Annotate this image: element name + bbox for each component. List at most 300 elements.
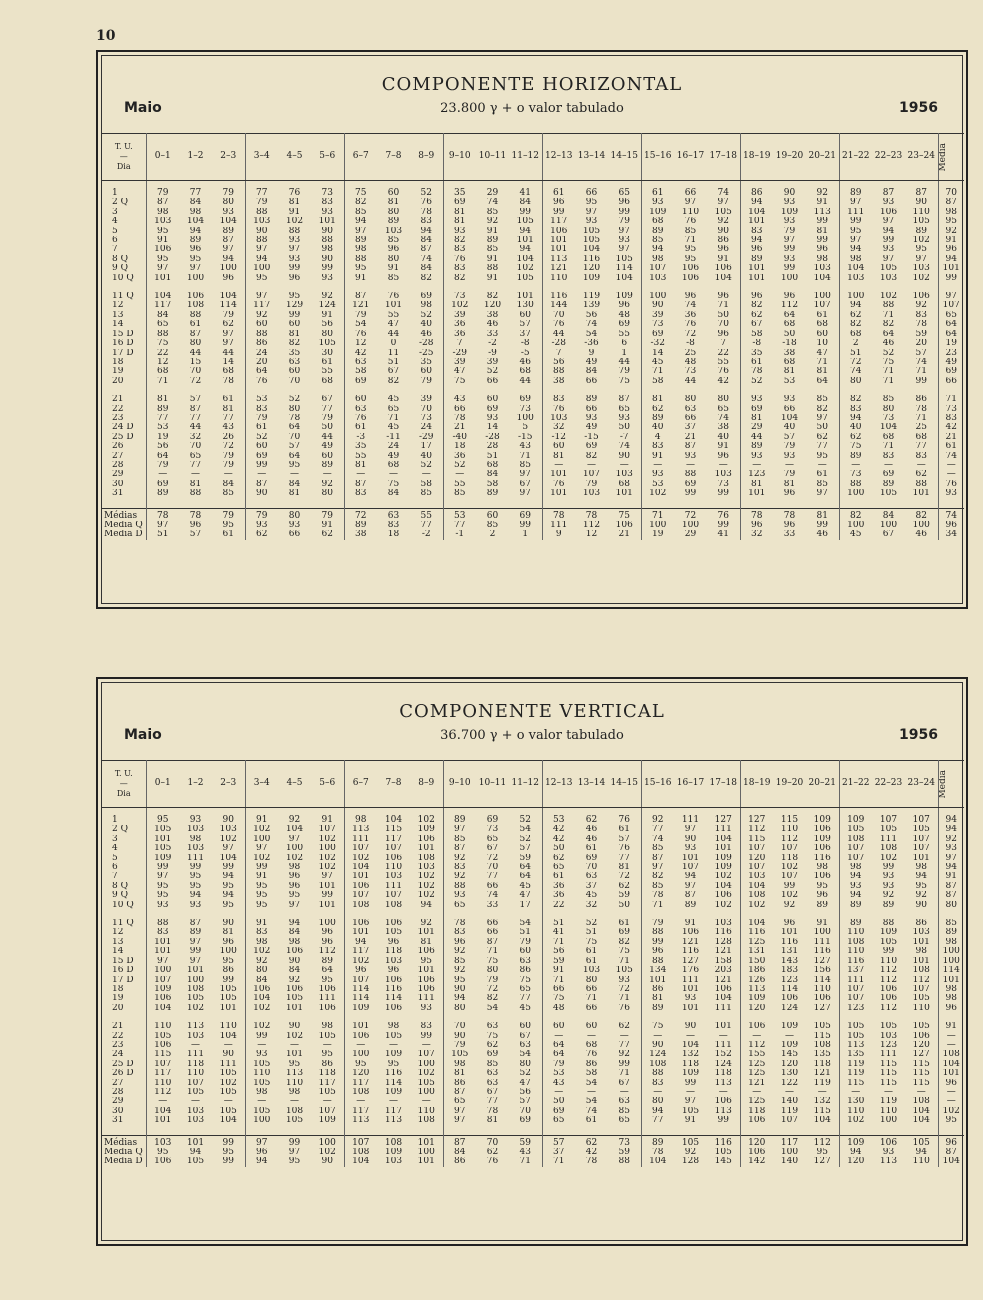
value-cell: 116 xyxy=(550,292,568,302)
summary-value-cell: 92 xyxy=(684,1148,697,1157)
value-cell: 26 xyxy=(212,433,245,442)
value-cell: 93 xyxy=(751,395,763,405)
table-row xyxy=(102,236,964,245)
hour-column-header: 21–22 xyxy=(839,761,872,808)
summary-value-cell: 62 xyxy=(486,1148,499,1157)
summary-value-cell: 81 xyxy=(806,508,839,521)
value-cell: 101 xyxy=(550,489,568,499)
value-cell: 118 xyxy=(384,947,403,957)
value-cell: 111 xyxy=(212,1060,245,1069)
summary-value-cell: 106 xyxy=(154,1157,172,1167)
mean-cell: 49 xyxy=(945,357,957,367)
value-cell: 91 xyxy=(288,207,301,217)
value-cell: 91 xyxy=(256,815,268,825)
value-cell: 124 xyxy=(649,1050,667,1060)
spacer-cell xyxy=(476,283,509,292)
value-cell: 120 xyxy=(748,1003,766,1013)
value-cell: 105 xyxy=(285,994,304,1004)
value-cell: 134 xyxy=(649,966,667,976)
value-cell: 72 xyxy=(608,872,641,881)
value-cell: 106 xyxy=(780,994,799,1004)
spacer-cell xyxy=(641,499,674,509)
day-cell: 12 xyxy=(102,301,146,310)
value-cell: 44 xyxy=(553,329,565,339)
table-subtitle: 23.800 γ + o valor tabulado xyxy=(440,101,624,116)
value-cell: 118 xyxy=(311,1069,344,1078)
value-cell: 82 xyxy=(585,451,598,461)
value-cell: 102 xyxy=(410,808,443,826)
value-cell: 71 xyxy=(882,310,895,320)
value-cell: 104 xyxy=(905,1107,938,1116)
day-cell: 1 xyxy=(102,808,146,826)
value-cell: 101 xyxy=(410,844,443,853)
table-row xyxy=(102,311,964,320)
value-cell: 62 xyxy=(806,433,839,442)
value-cell: 113 xyxy=(748,984,766,994)
value-cell: 82 xyxy=(486,292,499,302)
value-cell: 44 xyxy=(212,349,245,358)
value-cell: 59 xyxy=(608,891,641,900)
value-cell: 61 xyxy=(751,357,763,367)
value-cell: 95 xyxy=(355,264,367,274)
spacer-cell xyxy=(212,1126,245,1136)
value-cell: 82 xyxy=(806,405,839,414)
spacer-cell xyxy=(641,386,674,395)
value-cell: 99 xyxy=(783,264,796,274)
value-cell: 92 xyxy=(454,947,466,957)
spacer-cell xyxy=(311,1126,344,1136)
value-cell: 119 xyxy=(847,1059,865,1069)
value-cell: 96 xyxy=(355,966,367,976)
value-cell: 110 xyxy=(879,1106,898,1116)
value-cell: 63 xyxy=(608,1097,641,1106)
summary-value-cell: 97 xyxy=(245,1135,278,1148)
value-cell: — xyxy=(884,1087,893,1097)
spacer-cell xyxy=(575,283,608,292)
summary-value-cell: 110 xyxy=(905,1157,938,1166)
dia-label: Dia xyxy=(116,789,131,798)
value-cell: 86 xyxy=(751,188,763,198)
value-cell: 90 xyxy=(684,1022,697,1032)
value-cell: 96 xyxy=(751,245,763,255)
mean-cell: 91 xyxy=(945,1022,957,1032)
value-cell: 75 xyxy=(585,937,598,947)
value-cell: 115 xyxy=(879,1059,898,1069)
value-cell: 45 xyxy=(585,891,598,901)
value-cell: 47 xyxy=(806,349,839,358)
value-cell: 92 xyxy=(454,872,466,882)
day-cell: 27 xyxy=(102,452,146,461)
value-cell: 83 xyxy=(454,863,466,873)
value-cell: 97 xyxy=(882,254,895,264)
value-cell: 74 xyxy=(585,1106,598,1116)
value-cell: 71 xyxy=(608,994,641,1003)
value-cell: 89 xyxy=(652,226,664,236)
spacer-cell xyxy=(641,1126,674,1136)
value-cell: 109 xyxy=(780,1022,799,1032)
spacer-cell xyxy=(344,1013,377,1022)
spacer-cell xyxy=(905,283,938,292)
value-cell: 106 xyxy=(384,1003,403,1013)
value-cell: 109 xyxy=(311,1116,344,1125)
value-cell: 81 xyxy=(288,489,301,499)
value-cell: — xyxy=(356,1040,366,1050)
value-cell: 22 xyxy=(553,900,565,910)
value-cell: 53 xyxy=(553,815,565,825)
value-cell: 121 xyxy=(352,301,370,311)
value-cell: 105 xyxy=(311,1032,344,1041)
value-cell: 117 xyxy=(352,1078,370,1088)
table-row xyxy=(102,461,964,470)
value-cell: 71 xyxy=(882,376,895,386)
value-cell: 115 xyxy=(748,834,766,844)
value-cell: 29 xyxy=(751,423,763,433)
value-cell: 120 xyxy=(905,1041,938,1050)
value-cell: 65 xyxy=(189,451,202,461)
value-cell: 54 xyxy=(509,1050,542,1059)
value-cell: 68 xyxy=(905,433,938,442)
value-cell: 60 xyxy=(311,452,344,461)
value-cell: 71 xyxy=(608,957,641,966)
summary-value-cell: 21 xyxy=(608,530,641,539)
value-cell: 76 xyxy=(256,376,268,386)
value-cell: 108 xyxy=(352,1087,370,1097)
value-cell: 119 xyxy=(582,292,601,302)
value-cell: 63 xyxy=(355,357,367,367)
value-cell: 81 xyxy=(553,451,565,461)
value-cell: 84 xyxy=(288,928,301,938)
value-cell: 92 xyxy=(311,292,344,301)
value-cell: 106 xyxy=(879,207,898,217)
value-cell: 71 xyxy=(652,367,664,377)
value-cell: 96 xyxy=(288,881,301,891)
day-cell: 25 D xyxy=(102,1060,146,1069)
value-cell: 82 xyxy=(608,938,641,947)
value-cell: 81 xyxy=(486,1116,499,1126)
value-cell: -11 xyxy=(386,432,401,442)
value-cell: -8 xyxy=(686,339,695,349)
value-cell: 101 xyxy=(311,901,344,910)
value-cell: 84 xyxy=(410,264,443,273)
value-cell: 98 xyxy=(652,254,664,264)
value-cell: 74 xyxy=(850,367,862,377)
value-cell: 101 xyxy=(285,1003,304,1013)
summary-value-cell: 57 xyxy=(542,1135,575,1148)
value-cell: 95 xyxy=(311,976,344,985)
spacer-cell xyxy=(509,910,542,919)
value-cell: 68 xyxy=(585,1040,598,1050)
value-cell: 105 xyxy=(707,208,740,217)
summary-value-cell: 18 xyxy=(387,530,400,540)
value-cell: 55 xyxy=(608,330,641,339)
value-cell: 84 xyxy=(212,480,245,489)
value-cell: 92 xyxy=(288,975,301,985)
value-cell: 85 xyxy=(652,881,664,891)
summary-value-cell: 145 xyxy=(707,1157,740,1166)
value-cell: 121 xyxy=(681,937,700,947)
value-cell: 144 xyxy=(550,301,568,311)
value-cell: 112 xyxy=(748,1040,766,1050)
value-cell: 48 xyxy=(553,1003,565,1013)
value-cell: 65 xyxy=(608,405,641,414)
value-cell: -28 xyxy=(551,339,566,349)
spacer-cell xyxy=(245,1126,278,1136)
value-cell: 60 xyxy=(509,947,542,956)
day-cell: 11 Q xyxy=(102,292,146,301)
value-cell: 96 xyxy=(212,938,245,947)
value-cell: 125 xyxy=(748,1069,766,1079)
value-cell: 45 xyxy=(652,357,664,367)
value-cell: 74 xyxy=(585,320,598,330)
spacer-cell xyxy=(278,386,311,395)
value-cell: 105 xyxy=(879,489,898,499)
value-cell: 60 xyxy=(410,367,443,376)
value-cell: 94 xyxy=(905,872,938,881)
spacer-cell xyxy=(476,1126,509,1136)
spacer-cell xyxy=(344,386,377,395)
value-cell: 65 xyxy=(608,181,641,199)
hour-column-header: 3–4 xyxy=(245,761,278,808)
value-cell: 106 xyxy=(550,226,568,236)
value-cell: 102 xyxy=(285,217,304,227)
value-cell: 62 xyxy=(608,882,641,891)
value-cell: 96 xyxy=(684,292,697,302)
value-cell: 104 xyxy=(212,217,245,226)
spacer-cell xyxy=(707,1126,740,1136)
value-cell: 120 xyxy=(748,853,766,863)
value-cell: 57 xyxy=(509,320,542,329)
value-cell: 68 xyxy=(806,320,839,329)
spacer-cell xyxy=(608,1013,641,1022)
value-cell: 97 xyxy=(189,956,202,966)
value-cell: 103 xyxy=(186,1116,205,1126)
value-cell: 7 xyxy=(707,339,740,348)
value-cell: 106 xyxy=(410,985,443,994)
value-cell: 82 xyxy=(387,376,400,386)
value-cell: 73 xyxy=(311,181,344,199)
mean-cell: — xyxy=(946,460,956,470)
hour-column-header: 1–2 xyxy=(179,134,212,181)
value-cell: 77 xyxy=(608,854,641,863)
value-cell: 51 xyxy=(486,451,499,461)
value-cell: 102 xyxy=(707,872,740,881)
value-cell: 94 xyxy=(684,872,697,882)
value-cell: 98 xyxy=(288,1087,301,1097)
value-cell: 88 xyxy=(288,226,301,236)
value-cell: — xyxy=(587,1087,596,1097)
value-cell: 102 xyxy=(509,264,542,273)
summary-value-cell: 103 xyxy=(384,1157,403,1167)
value-cell: 130 xyxy=(509,301,542,310)
value-cell: 83 xyxy=(882,451,895,461)
value-cell: 90 xyxy=(454,984,466,994)
value-cell: 52 xyxy=(486,367,499,377)
value-cell: 55 xyxy=(454,479,466,489)
value-cell: — xyxy=(158,1097,168,1107)
hour-column-header: 6–7 xyxy=(344,134,377,181)
value-cell: — xyxy=(752,1031,762,1041)
value-cell: 121 xyxy=(707,947,740,956)
value-cell: 94 xyxy=(410,227,443,236)
value-cell: 6 xyxy=(608,339,641,348)
value-cell: 103 xyxy=(410,863,443,872)
value-cell: 106 xyxy=(748,1116,766,1126)
value-cell: 93 xyxy=(652,470,664,480)
table-row xyxy=(102,808,964,826)
value-cell: 97 xyxy=(905,255,938,264)
value-cell: 47 xyxy=(387,320,400,330)
value-cell: 83 xyxy=(355,489,367,499)
value-cell: 109 xyxy=(582,273,601,283)
value-cell: 96 xyxy=(707,245,740,254)
value-cell: 102 xyxy=(410,891,443,900)
value-cell: 24 xyxy=(410,423,443,432)
value-cell: 109 xyxy=(352,1003,370,1013)
mean-cell: — xyxy=(946,1097,956,1107)
value-cell: 85 xyxy=(806,480,839,489)
month-label: Maio xyxy=(124,100,162,116)
value-cell: — xyxy=(554,1087,564,1097)
day-cell: 20 xyxy=(102,377,146,386)
value-cell: 91 xyxy=(387,264,400,274)
value-cell: 104 xyxy=(154,1003,172,1013)
table-row xyxy=(102,928,964,937)
value-cell: 60 xyxy=(585,1022,598,1032)
value-cell: 78 xyxy=(751,367,763,377)
spacer-cell xyxy=(938,499,964,509)
value-cell: 85 xyxy=(454,489,466,499)
value-cell: 92 xyxy=(905,301,938,310)
value-cell: 65 xyxy=(509,985,542,994)
spacer-cell xyxy=(377,910,410,919)
value-cell: 107 xyxy=(847,994,865,1004)
value-cell: 38 xyxy=(783,348,796,358)
value-cell: 29 xyxy=(486,188,499,198)
mean-cell: 93 xyxy=(945,489,957,499)
value-cell: 73 xyxy=(652,320,664,330)
value-cell: 101 xyxy=(681,1003,700,1013)
value-cell: 96 xyxy=(311,938,344,947)
value-cell: 71 xyxy=(608,1069,641,1078)
value-cell: 39 xyxy=(486,357,499,367)
summary-value-cell: 112 xyxy=(806,1135,839,1148)
value-cell: 104 xyxy=(905,1116,938,1125)
summary-label: Médias xyxy=(102,1135,146,1148)
value-cell: 105 xyxy=(905,994,938,1003)
value-cell: -25 xyxy=(410,349,443,358)
table-row xyxy=(102,994,964,1003)
value-cell: 91 xyxy=(486,273,499,283)
spacer-cell xyxy=(476,1013,509,1022)
value-cell: 66 xyxy=(585,376,598,386)
value-cell: 93 xyxy=(189,815,202,825)
value-cell: 112 xyxy=(748,825,766,835)
value-cell: 94 xyxy=(212,891,245,900)
hour-column-header: 14–15 xyxy=(608,761,641,808)
value-cell: 88 xyxy=(486,264,499,274)
value-cell: 91 xyxy=(256,919,268,929)
value-cell: 81 xyxy=(783,367,796,377)
summary-mean-cell: 96 xyxy=(945,521,957,530)
spacer-cell xyxy=(509,283,542,292)
summary-value-cell: 69 xyxy=(509,508,542,521)
spacer-cell xyxy=(476,910,509,919)
value-cell: 107 xyxy=(154,975,172,985)
value-cell: 105 xyxy=(582,236,601,246)
value-cell: 60 xyxy=(553,442,565,452)
value-cell: 97 xyxy=(355,226,367,236)
summary-value-cell: 104 xyxy=(352,1157,370,1167)
table-row xyxy=(102,395,964,404)
value-cell: 106 xyxy=(154,1040,172,1050)
spacer-cell xyxy=(212,499,245,509)
value-cell: 76 xyxy=(608,844,641,853)
dash-label: — xyxy=(119,152,128,161)
value-cell: 61 xyxy=(806,311,839,320)
value-cell: 106 xyxy=(154,994,172,1004)
value-cell: 46 xyxy=(509,358,542,367)
summary-value-cell: 2 xyxy=(489,530,496,540)
value-cell: 105 xyxy=(410,1079,443,1088)
value-cell: 105 xyxy=(847,1022,865,1032)
table-row xyxy=(102,957,964,966)
day-cell: 13 xyxy=(102,938,146,947)
value-cell: -15 xyxy=(584,432,599,442)
spacer-cell xyxy=(146,499,179,509)
value-cell: 78 xyxy=(454,919,466,929)
value-cell: 88 xyxy=(256,207,268,217)
value-cell: 37 xyxy=(684,423,697,433)
spacer-cell xyxy=(179,910,212,919)
day-cell: 30 xyxy=(102,480,146,489)
mean-cell: 100 xyxy=(942,947,960,957)
value-cell: 97 xyxy=(652,863,664,873)
mean-cell: 107 xyxy=(942,301,960,311)
summary-value-cell: 100 xyxy=(905,521,938,530)
value-cell: 40 xyxy=(410,320,443,329)
value-cell: 89 xyxy=(850,900,862,910)
value-cell: 101 xyxy=(748,264,766,274)
value-cell: 56 xyxy=(553,947,565,957)
value-cell: 96 xyxy=(806,891,839,900)
mean-cell: 97 xyxy=(945,853,957,863)
value-cell: 103 xyxy=(649,273,667,283)
value-cell: 1 xyxy=(608,349,641,358)
value-cell: — xyxy=(851,460,861,470)
mean-cell: 94 xyxy=(945,863,957,873)
value-cell: 100 xyxy=(806,928,839,937)
table-row xyxy=(102,825,964,834)
value-cell: 79 xyxy=(157,460,169,470)
value-cell: 70 xyxy=(509,1107,542,1116)
value-cell: 100 xyxy=(509,414,542,423)
value-cell: 127 xyxy=(748,815,766,825)
value-cell: 7 xyxy=(456,339,463,349)
value-cell: 81 xyxy=(751,479,763,489)
value-cell: 25 xyxy=(905,423,938,432)
value-cell: 80 xyxy=(189,339,202,349)
value-cell: 102 xyxy=(352,956,370,966)
value-cell: 97 xyxy=(256,292,268,302)
value-cell: 107 xyxy=(384,844,403,854)
value-cell: 102 xyxy=(748,900,766,910)
value-cell: 64 xyxy=(311,966,344,975)
value-cell: 105 xyxy=(311,1088,344,1097)
value-cell: 46 xyxy=(882,339,895,349)
value-cell: 87 xyxy=(905,181,938,199)
value-cell: 67 xyxy=(509,480,542,489)
value-cell: 117 xyxy=(253,301,271,311)
